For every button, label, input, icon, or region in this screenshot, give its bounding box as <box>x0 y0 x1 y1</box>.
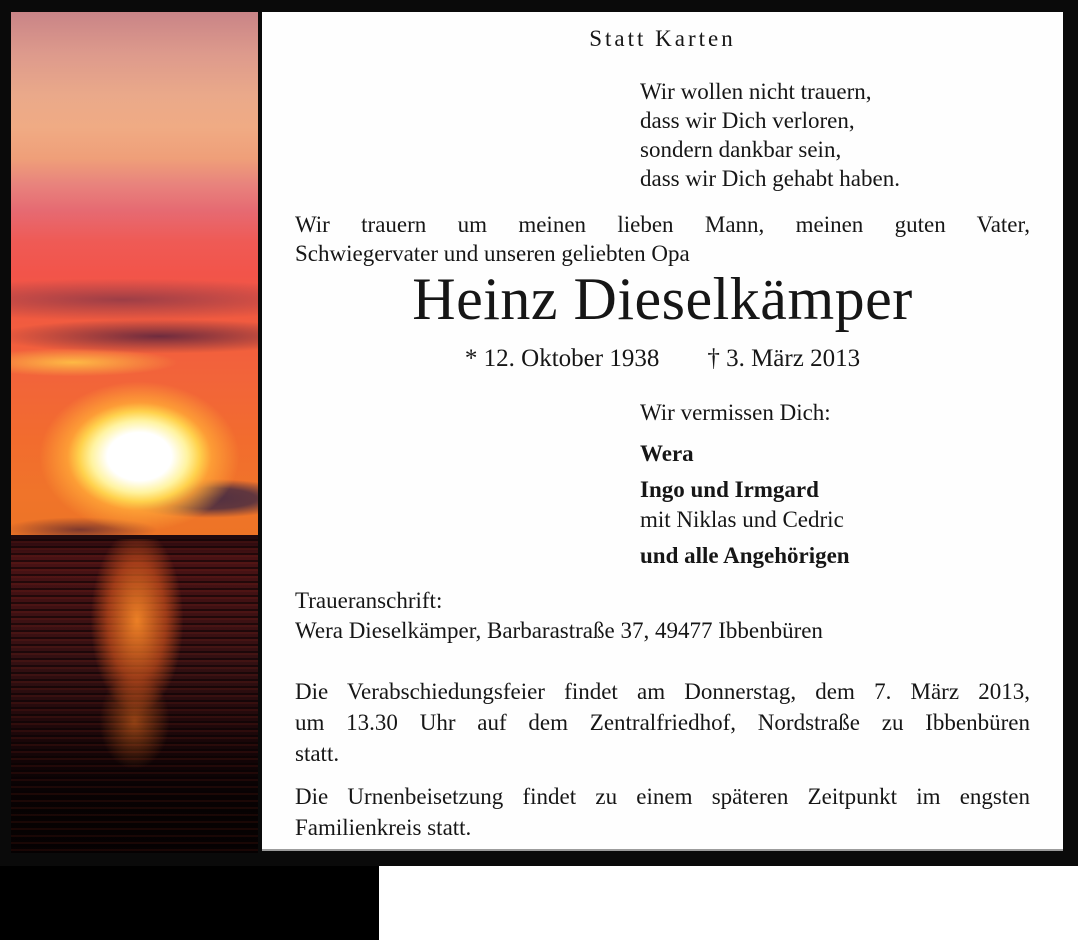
verse-line: dass wir Dich verloren, <box>640 108 855 133</box>
mourner-line: mit Niklas und Cedric <box>640 507 844 532</box>
mourners-list <box>640 439 850 571</box>
mourner-line: Wera <box>640 441 694 466</box>
mourning-address <box>295 586 1030 646</box>
verse-line: dass wir Dich gehabt haben. <box>640 166 900 191</box>
urn-burial-info <box>295 781 1030 843</box>
intro-line: Schwiegervater und unseren geliebten Opa <box>295 241 690 266</box>
obituary-card <box>262 12 1063 851</box>
death-date: † 3. März 2013 <box>707 345 861 372</box>
sunset-photo <box>11 12 258 853</box>
farewell-line: um 13.30 Uhr auf dem Zentralfriedhof, Nordstraße zu Ibbenbüren <box>295 710 1030 735</box>
pre-header: Statt Karten <box>589 26 736 51</box>
verse-line: sondern dankbar sein, <box>640 137 842 162</box>
black-backdrop-corner <box>0 866 379 940</box>
deceased-name: Heinz Dieselkämper <box>412 266 913 332</box>
urn-line: Die Urnenbeisetzung findet zu einem späteren Zeitpunkt im engsten <box>295 784 1030 809</box>
mourning-intro <box>295 210 1030 268</box>
urn-line: Familienkreis statt. <box>295 815 472 840</box>
address-label: Traueranschrift: <box>295 588 443 613</box>
verse-line: Wir wollen nicht trauern, <box>640 79 872 104</box>
address-line: Wera Dieselkämper, Barbarastraße 37, 49477 Ibbenbüren <box>295 618 823 643</box>
memorial-verse <box>640 77 900 193</box>
sea-with-sun-reflection <box>11 535 258 853</box>
life-dates <box>262 345 1063 373</box>
missing-heading: Wir vermissen Dich: <box>640 400 831 425</box>
farewell-line: Die Verabschiedungsfeier findet am Donnerstag, dem 7. März 2013, <box>295 679 1030 704</box>
birth-date: * 12. Oktober 1938 <box>464 345 660 372</box>
farewell-line: statt. <box>295 741 340 766</box>
mourner-line: Ingo und Irmgard <box>640 477 819 502</box>
intro-line: Wir trauern um meinen lieben Mann, meinen guten Vater, <box>295 212 1030 237</box>
farewell-ceremony-info <box>295 676 1030 769</box>
mourner-line: und alle Angehörigen <box>640 543 850 568</box>
sunset-sky-with-sun <box>11 12 258 535</box>
